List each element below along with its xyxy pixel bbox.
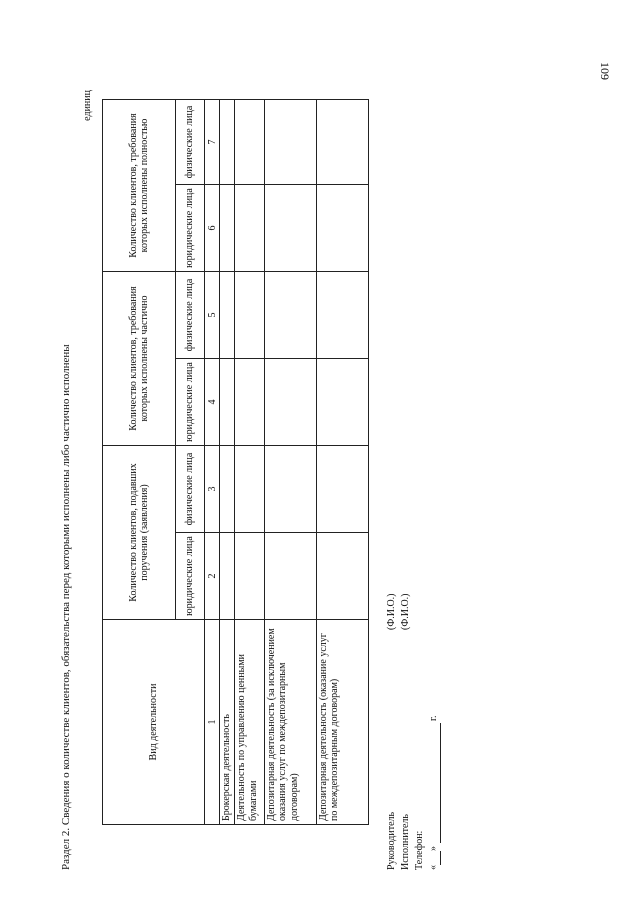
table-cell [316,272,368,359]
table-cell [220,359,235,446]
signature-block [385,450,475,870]
table-cell [235,185,264,272]
table-cell [235,99,264,184]
table-row [264,99,316,824]
date-line [427,450,441,870]
table-cell [220,185,235,272]
row-label: Деятельность по управлению ценными бумагами [235,620,264,825]
column-number: 5 [205,272,220,359]
table-cell [220,446,235,533]
units-label: единиц [82,90,93,121]
table-cell [316,185,368,272]
head-fio: (Ф.И.О.) [386,593,397,630]
report-table [102,99,369,825]
table-cell [235,533,264,620]
table-cell [264,272,316,359]
table-cell [264,185,316,272]
subheader-legal: юридические лица [176,359,205,446]
header-group-full: Количество клиентов, требования которых исполнены полностью [103,99,176,271]
column-number: 1 [205,620,220,825]
table-cell [264,99,316,184]
section-title: Раздел 2. Сведения о количестве клиентов, обязательства перед которыми исполнены либо частично исполнены [60,344,72,870]
column-number: 6 [205,185,220,272]
header-activity: Вид деятельности [103,620,205,825]
head-label: Руководитель [386,811,397,870]
table-cell [220,272,235,359]
row-label: Депозитарная деятельность (за исключением оказания услуг по междепозитарным договорам) [264,620,316,825]
table-row [220,99,235,824]
rotated-sheet [60,90,580,870]
column-number: 3 [205,446,220,533]
table-cell [316,99,368,184]
date-close-quote: » [428,846,439,851]
year-suffix: г. [428,715,439,721]
column-number: 7 [205,99,220,184]
column-number: 2 [205,533,220,620]
subheader-individual: физические лица [176,272,205,359]
day-blank [440,851,441,865]
table-cell [220,99,235,184]
table-cell [220,533,235,620]
subheader-legal: юридические лица [176,185,205,272]
column-number: 4 [205,359,220,446]
table-cell [235,446,264,533]
month-year-blank [440,724,441,844]
table-cell [316,446,368,533]
subheader-individual: физические лица [176,446,205,533]
table-row [235,99,264,824]
table-row [316,99,368,824]
table-cell [235,359,264,446]
executor-fio: (Ф.И.О.) [400,593,411,630]
date-open-quote: « [428,865,439,870]
table-cell [264,533,316,620]
row-label: Депозитарная деятельность (оказание услуг по междепозитарным договорам) [316,620,368,825]
phone-label: Телефон: [414,830,425,870]
header-group-partial: Количество клиентов, требования которых исполнены частично [103,272,176,446]
table-cell [316,533,368,620]
table-cell [264,359,316,446]
row-label: Брокерская деятельность [220,620,235,825]
executor-label: Исполнитель [400,814,411,870]
table-cell [264,446,316,533]
subheader-individual: физические лица [176,99,205,184]
subheader-legal: юридические лица [176,533,205,620]
header-group-submitted: Количество клиентов, подавших поручения (заявления) [103,446,176,620]
table-cell [316,359,368,446]
table-cell [235,272,264,359]
page-number: 109 [598,62,612,80]
